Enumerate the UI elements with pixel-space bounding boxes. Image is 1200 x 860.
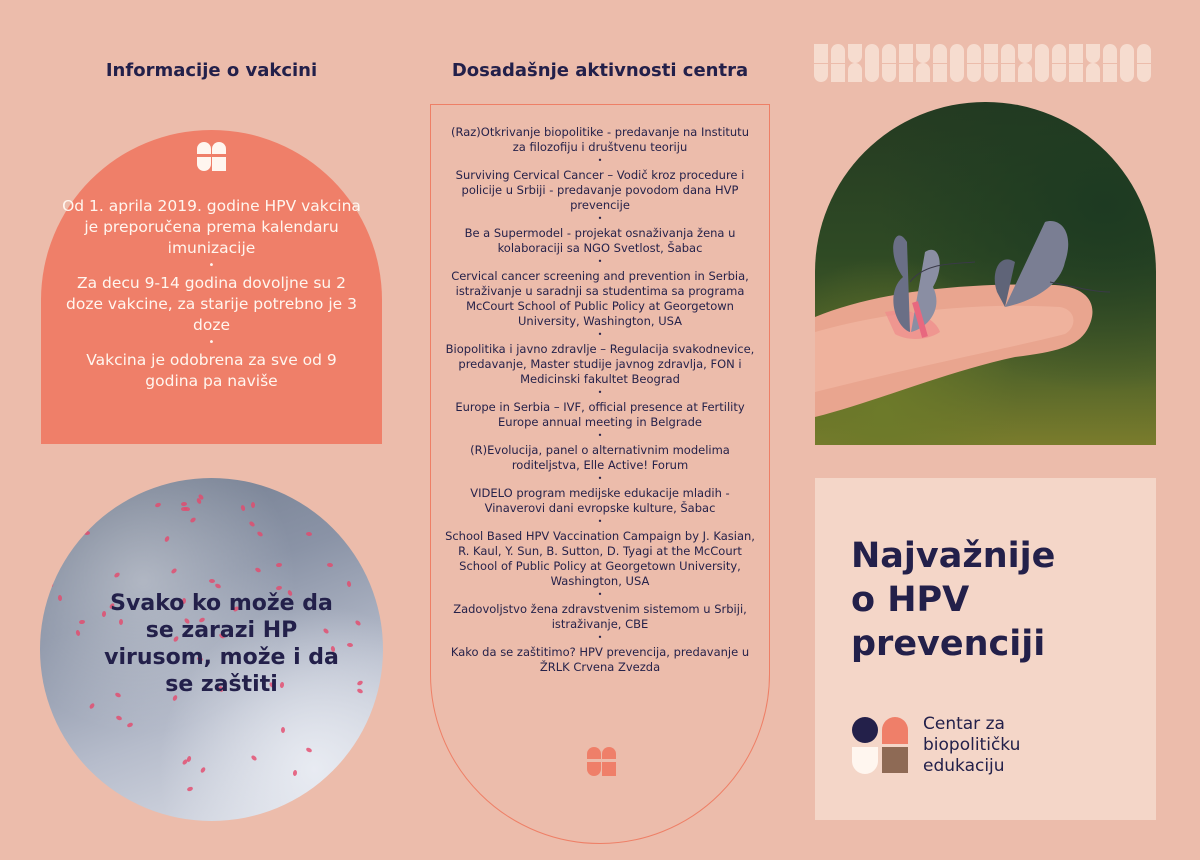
title-line: Najvažnije — [851, 536, 1056, 576]
petal-decoration — [75, 630, 80, 637]
activity-item: Kako da se zaštitimo? HPV prevencija, predavanje u ŽRLK Crvena Zvezda — [450, 645, 750, 674]
petal-decoration — [78, 620, 84, 625]
petal-decoration — [43, 592, 48, 599]
petal-decoration — [113, 571, 120, 578]
activities-list — [431, 125, 769, 675]
petal-decoration — [43, 719, 48, 726]
petal-decoration — [293, 769, 298, 776]
title-line: o HPV — [851, 580, 970, 620]
activity-item: Cervical cancer screening and prevention in Serbia, istraživanje u saradnji sa studentima sa programa McCourt School of Public Policy at Georgetown University, Washington, USA — [451, 269, 749, 328]
vaccine-info-item: Za decu 9-14 godina dovoljne su 2 doze vakcine, za starije potrebno je 3 doze — [66, 274, 357, 334]
organization-logo-icon — [851, 716, 909, 774]
petal-decoration — [248, 520, 255, 527]
petal-decoration — [347, 642, 353, 647]
activity-item: Surviving Cervical Cancer – Vodič kroz procedure i policije u Srbiji - predavanje povodom dana HVP prevencije — [455, 168, 745, 212]
brochure-title — [851, 534, 1141, 666]
bullet-dot: • — [597, 633, 603, 642]
petal-decoration — [48, 580, 54, 587]
org-name-line: edukaciju — [923, 756, 1005, 776]
petal-decoration — [84, 531, 90, 535]
activity-item: School Based HPV Vaccination Campaign by J. Kasian, R. Kaul, Y. Sun, B. Sutton, D. Tyagi at the McCourt School of Public Policy at Georgetown University, Washington, USA — [445, 529, 755, 588]
bullet-dot: • — [597, 517, 603, 526]
bullet-dot: • — [597, 330, 603, 339]
bullet-dot: • — [208, 260, 215, 271]
petal-decoration — [349, 773, 356, 779]
org-name-line: biopolitičku — [923, 735, 1021, 755]
bullet-dot: • — [597, 474, 603, 483]
petal-decoration — [78, 764, 84, 771]
petal-decoration — [181, 502, 187, 506]
butterflies-illustration — [815, 102, 1156, 445]
petal-decoration — [281, 727, 285, 733]
petal-decoration — [254, 567, 261, 574]
petal-decoration — [251, 501, 255, 507]
petal-decoration — [186, 787, 193, 793]
activity-item: Biopolitika i javno zdravlje – Regulacija svakodnevice, predavanje, Master studije javnog zdravlja, FON i Medicinski fakultet Beograd — [445, 342, 755, 386]
petal-decoration — [256, 531, 263, 538]
petal-decoration — [89, 703, 96, 710]
organization-name — [923, 714, 1020, 777]
activity-item: Europe in Serbia – IVF, official presence at Fertility Europe annual meeting in Belgrade — [455, 400, 745, 429]
petal-decoration — [154, 502, 161, 508]
petals-on-pavement-photo — [40, 478, 383, 821]
circle-slogan: Svako ko može da se zarazi HP virusom, može i da se zaštiti — [104, 591, 339, 697]
petal-decoration — [57, 595, 62, 601]
vaccine-info-list — [59, 196, 364, 392]
petal-decoration — [56, 778, 62, 783]
petal-decoration — [305, 747, 312, 753]
activities-frame — [430, 104, 770, 844]
vaccine-info-panel — [41, 130, 382, 444]
petal-decoration — [182, 759, 189, 766]
petal-decoration — [356, 688, 363, 694]
org-name-line: Centar za — [923, 714, 1005, 734]
petal-decoration — [240, 504, 246, 511]
petal-decoration — [251, 755, 258, 762]
petal-decoration — [199, 766, 206, 773]
activity-item: Zadovoljstvo žena zdravstvenim sistemom u Srbiji, istraživanje, CBE — [453, 602, 747, 631]
petal-decoration — [355, 619, 362, 626]
activity-item: (Raz)Otkrivanje biopolitike - predavanje na Institutu za filozofiju i društvenu teoriju — [451, 125, 749, 154]
vaccine-info-heading: Informacije o vakcini — [105, 60, 318, 81]
decorative-pattern-icon — [814, 44, 1156, 82]
petal-decoration — [327, 562, 333, 566]
petal-decoration — [356, 680, 363, 687]
petal-decoration — [65, 773, 72, 780]
petal-decoration — [67, 484, 72, 490]
petal-decoration — [115, 715, 122, 721]
bullet-dot: • — [597, 590, 603, 599]
petal-decoration — [137, 486, 143, 493]
activity-item: (R)Evolucija, panel o alternativnim modelima roditeljstva, Elle Active! Forum — [470, 443, 730, 472]
cbe-logo-icon — [585, 745, 618, 778]
petal-decoration — [276, 563, 282, 568]
petal-decoration — [209, 579, 215, 583]
bullet-dot: • — [208, 337, 215, 348]
petal-decoration — [346, 581, 351, 588]
activity-item: VIDELO program medijske edukacije mladih - Vinaverovi dani evropske kulture, Šabac — [470, 486, 730, 515]
petal-decoration — [65, 758, 71, 765]
petal-decoration — [66, 499, 73, 506]
petal-decoration — [171, 568, 178, 575]
vaccine-info-item: Vakcina je odobrena za sve od 9 godina pa naviše — [86, 351, 337, 390]
petal-decoration — [181, 507, 187, 511]
activity-item: Be a Supermodel - projekat osnaživanja žena u kolaboraciji sa NGO Svetlost, Šabac — [464, 226, 736, 255]
title-line: prevenciji — [851, 624, 1046, 664]
cbe-logo-icon — [195, 140, 228, 173]
bullet-dot: • — [597, 257, 603, 266]
butterflies-on-finger-photo — [815, 102, 1156, 445]
title-card — [815, 478, 1156, 820]
bullet-dot: • — [597, 388, 603, 397]
petal-decoration — [126, 722, 133, 728]
bullet-dot: • — [597, 214, 603, 223]
petal-decoration — [306, 532, 312, 537]
petal-decoration — [189, 517, 196, 524]
vaccine-info-item: Od 1. aprila 2019. godine HPV vakcina je preporučena prema kalendaru imunizacije — [62, 197, 361, 257]
petal-decoration — [214, 583, 221, 589]
bullet-dot: • — [597, 156, 603, 165]
activities-heading: Dosadašnje aktivnosti centra — [451, 60, 749, 81]
petal-decoration — [164, 535, 170, 542]
bullet-dot: • — [597, 431, 603, 440]
